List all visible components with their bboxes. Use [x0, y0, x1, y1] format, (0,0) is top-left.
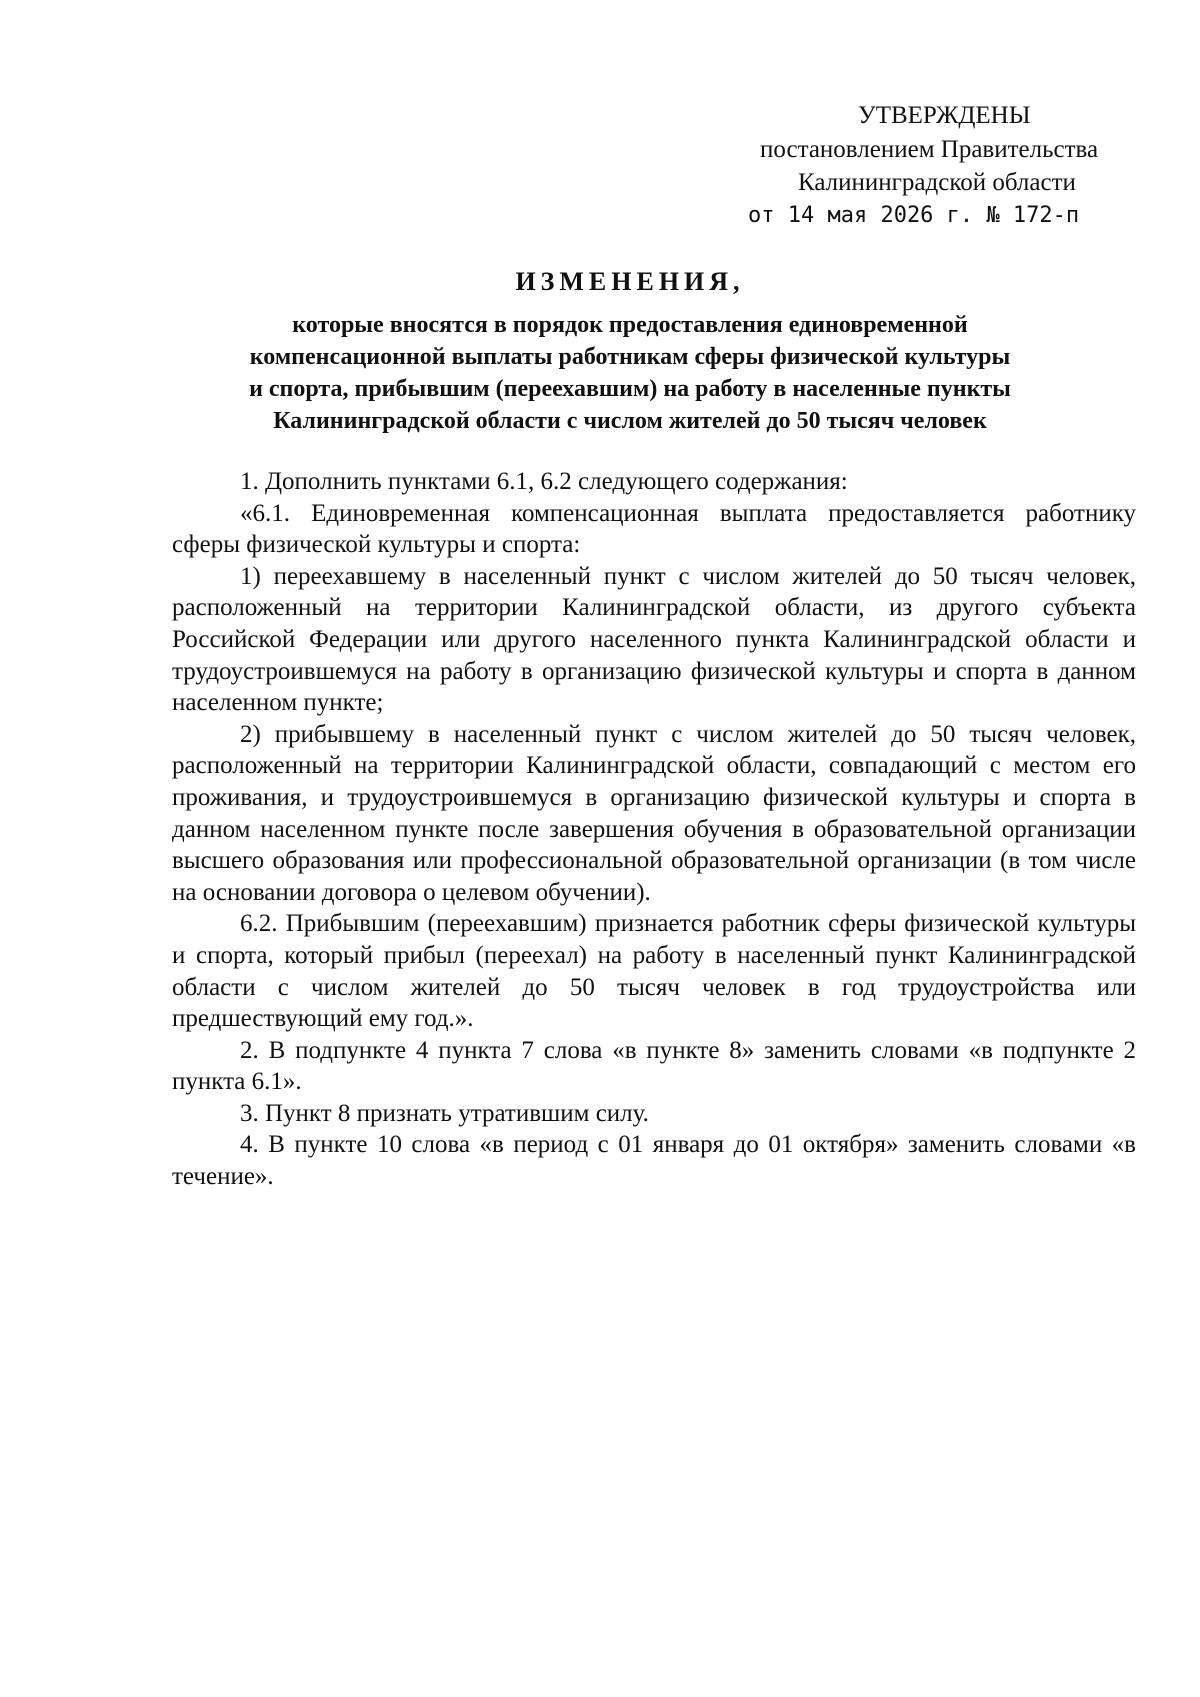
- paragraph-item-2: 2. В подпункте 4 пункта 7 слова «в пункте 8» заменить словами «в подпункте 2 пункта 6.1».: [172, 1036, 1136, 1096]
- paragraph-subclause-2: 2) прибывшему в населенный пункт с числом жителей до 50 тысяч человек, расположенный на территории Калининградской области, совпадающий с местом его проживания, и трудоустроившемуся в организацию физической культуры и спорта в данном населенном пункте после завершения обучения в образовательной организации высшего образования или профессиональной образовательной организации (в том числе на основании договора о целевом обучении).: [172, 720, 1136, 906]
- paragraph-clause-6-1: «6.1. Единовременная компенсационная выплата предоставляется работнику сферы физической культуры и спорта:: [172, 499, 1136, 559]
- approval-region-line: Калининградской области: [798, 169, 1076, 196]
- paragraph-subclause-1: 1) переехавшему в населенный пункт с числом жителей до 50 тысяч человек, расположенный на территории Калининградской области, из другого субъекта Российской Федерации или другого населенного пункта Калининградской области и трудоустроившемуся на работу в организацию физической культуры и спорта в данном населенном пункте;: [172, 562, 1136, 717]
- document-heading: [150, 265, 1110, 437]
- document-subtitle-line: компенсационной выплаты работникам сферы физической культуры: [249, 344, 1011, 370]
- paragraph-item-4: 4. В пункте 10 слова «в период с 01 января до 01 октября» заменить словами «в течение».: [172, 1131, 1136, 1191]
- document-subtitle-line: Калининградской области с числом жителей до 50 тысяч человек: [273, 408, 987, 434]
- approval-issuer-line: постановлением Правительства: [760, 136, 1099, 163]
- document-subtitle-line: которые вносятся в порядок предоставления единовременной: [292, 312, 968, 338]
- paragraph-clause-6-2: 6.2. Прибывшим (переехавшим) признается работник сферы физической культуры и спорта, который прибыл (переехал) на работу в населенный пункт Калининградской области с числом жителей до 50 тысяч человек в год трудоустройства или предшествующий ему год.».: [172, 910, 1136, 1033]
- approval-date-number: от 14 мая 2026 г. № 172-п: [748, 203, 1080, 228]
- paragraph-item-1: 1. Дополнить пунктами 6.1, 6.2 следующего содержания:: [240, 468, 848, 495]
- paragraph-item-3: 3. Пункт 8 признать утратившим силу.: [240, 1099, 649, 1127]
- document-title: ИЗМЕНЕНИЯ,: [515, 267, 745, 296]
- document-subtitle-line: и спорта, прибывшим (переехавшим) на работу в населенные пункты: [249, 376, 1011, 402]
- approval-title: УТВЕРЖДЕНЫ: [858, 102, 1031, 129]
- document-body: [172, 466, 1136, 1193]
